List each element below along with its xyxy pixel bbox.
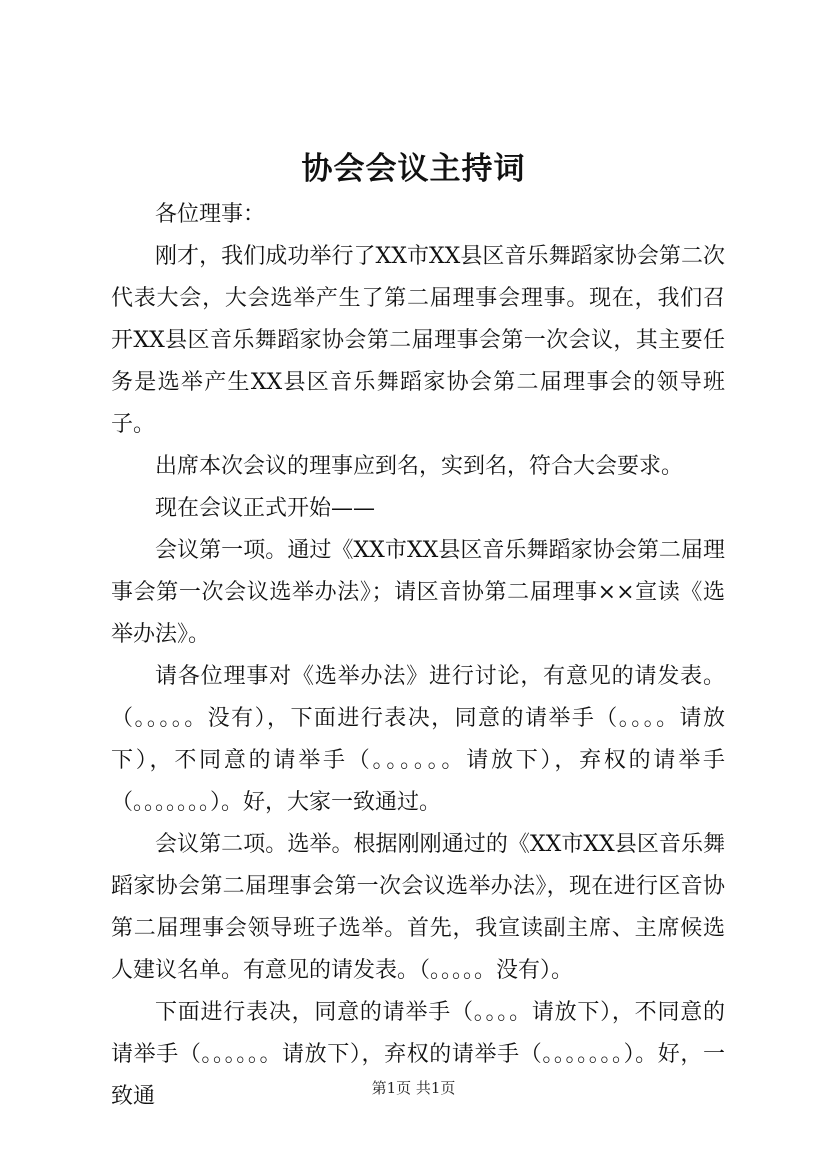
- body-paragraph: 请各位理事对《选举办法》进行讨论，有意见的请发表。（。。。。。没有），下面进行表决，同意的请举手（。。。。请放下），不同意的请举手（。。。。。。请放下），弃权的请举手（。。。。。。。）。好，大家一致通过。: [111, 664, 725, 815]
- body-paragraph: 刚才，我们成功举行了XX市XX县区音乐舞蹈家协会第二次代表大会，大会选举产生了第二届理事会理事。现在，我们召开XX县区音乐舞蹈家协会第二届理事会第一次会议，其主要任务是选举产生XX县区音乐舞蹈家协会第二届理事会的领导班子。: [111, 244, 725, 437]
- body-paragraph: 下面进行表决，同意的请举手（。。。。请放下），不同意的请举手（。。。。。。请放下），弃权的请举手（。。。。。。。）。好，一致通: [111, 1000, 725, 1109]
- body-paragraph: 现在会议正式开始——: [155, 496, 376, 521]
- body-paragraph: 出席本次会议的理事应到名，实到名，符合大会要求。: [155, 454, 684, 479]
- document-body: [111, 194, 725, 1118]
- body-paragraph: 会议第二项。选举。根据刚刚通过的《XX市XX县区音乐舞蹈家协会第二届理事会第一次会议选举办法》，现在进行区音协第二届理事会领导班子选举。首先，我宣读副主席、主席候选人建议名单。有意见的请发表。（。。。。。没有）。: [111, 832, 725, 983]
- page-number-footer: 第1页 共1页: [371, 1079, 456, 1097]
- document-title: 协会会议主持词: [301, 151, 526, 187]
- body-paragraph: 会议第一项。通过《XX市XX县区音乐舞蹈家协会第二届理事会第一次会议选举办法》；请区音协第二届理事××宣读《选举办法》。: [111, 538, 725, 647]
- salutation-paragraph: 各位理事：: [155, 202, 266, 227]
